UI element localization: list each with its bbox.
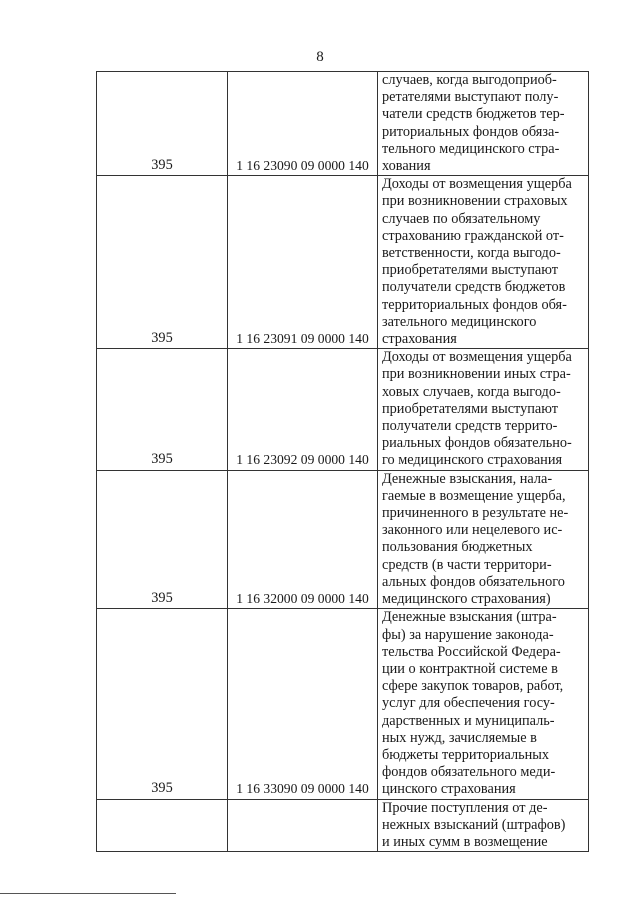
name-text-line: риториальных фондов обяза-: [382, 123, 560, 140]
revenue-code-cell: 1 16 32000 09 0000 140: [228, 470, 378, 609]
name-text-line: ции о контрактной системе в: [382, 660, 558, 677]
admin-code-cell: 395: [97, 72, 228, 176]
name-text-line: медицинского страхования): [382, 591, 551, 608]
name-text-line: Доходы от возмещения ущерба: [382, 176, 572, 193]
name-text-line: Денежные взыскания (штра-: [382, 609, 557, 626]
name-text-line: Денежные взыскания, нала-: [382, 470, 553, 487]
name-text-line: страхования: [382, 331, 457, 348]
name-text-line: ных нужд, зачисляемые в: [382, 729, 537, 746]
budget-classification-table: [96, 71, 589, 852]
name-text-line: тельного медицинского стра-: [382, 140, 560, 157]
name-text-line: риальных фондов обязательно-: [382, 435, 572, 452]
footer-rule: [0, 893, 176, 894]
page-number: 8: [316, 49, 324, 65]
revenue-code-cell: 1 16 23090 09 0000 140: [228, 72, 378, 176]
name-text-line: зательного медицинского: [382, 313, 537, 330]
admin-code-cell: [97, 799, 228, 852]
revenue-code-cell: [228, 799, 378, 852]
admin-code-cell: 395: [97, 176, 228, 349]
table-row: [97, 799, 589, 852]
name-text-line: фондов обязательного меди-: [382, 764, 556, 781]
name-text-line: средств (в части территори-: [382, 556, 552, 573]
revenue-code-cell: 1 16 23091 09 0000 140: [228, 176, 378, 349]
name-text-line: цинского страхования: [382, 781, 516, 798]
name-text-line: тельства Российской Федера-: [382, 643, 561, 660]
name-text-line: ветственности, когда выгодо-: [382, 245, 561, 262]
name-text-line: законного или нецелевого ис-: [382, 522, 563, 539]
name-text-line: дарственных и муниципаль-: [382, 712, 555, 729]
revenue-name-cell: [378, 609, 589, 799]
table-row: [97, 470, 589, 609]
name-text-line: Прочие поступления от де-: [382, 799, 548, 816]
name-text-line: получатели средств террито-: [382, 418, 558, 435]
revenue-code-cell: 1 16 33090 09 0000 140: [228, 609, 378, 799]
name-text-line: получатели средств бюджетов: [382, 279, 566, 296]
table-row: [97, 349, 589, 470]
name-text-line: при возникновении иных стра-: [382, 366, 571, 383]
table-body: [97, 72, 589, 852]
name-text-line: случаев по обязательному: [382, 210, 541, 227]
admin-code-cell: 395: [97, 349, 228, 470]
name-text-line: го медицинского страхования: [382, 452, 563, 469]
name-text-line: при возникновении страховых: [382, 193, 568, 210]
name-text-line: услуг для обеспечения госу-: [382, 695, 555, 712]
name-text-line: сфере закупок товаров, работ,: [382, 678, 564, 695]
table-row: [97, 609, 589, 799]
admin-code-cell: 395: [97, 609, 228, 799]
name-text-line: фы) за нарушение законода-: [382, 626, 554, 643]
table-row: [97, 176, 589, 349]
name-text-line: приобретателями выступают: [382, 262, 558, 279]
revenue-name-cell: [378, 72, 589, 176]
name-text-line: бюджеты территориальных: [382, 746, 550, 763]
name-text-line: ретателями выступают полу-: [382, 89, 559, 106]
name-text-line: и иных сумм в возмещение: [382, 833, 548, 850]
name-text-line: случаев, когда выгодоприоб-: [382, 72, 557, 88]
revenue-name-cell: [378, 349, 589, 470]
name-text-line: пользования бюджетных: [382, 539, 533, 556]
revenue-name-cell: [378, 176, 589, 349]
name-text-line: ховых случаев, когда выгодо-: [382, 383, 561, 400]
table-row: [97, 72, 589, 176]
name-text-line: страхованию гражданской от-: [382, 227, 564, 244]
name-text-line: хования: [382, 158, 431, 175]
revenue-code-cell: 1 16 23092 09 0000 140: [228, 349, 378, 470]
revenue-name-cell: [378, 470, 589, 609]
name-text-line: приобретателями выступают: [382, 400, 558, 417]
name-text-line: альных фондов обязательного: [382, 573, 565, 590]
name-text-line: территориальных фондов обя-: [382, 296, 567, 313]
name-text-line: нежных взысканий (штрафов): [382, 816, 566, 833]
revenue-name-cell: [378, 799, 589, 852]
name-text-line: чатели средств бюджетов тер-: [382, 106, 565, 123]
admin-code-cell: 395: [97, 470, 228, 609]
name-text-line: причиненного в результате не-: [382, 505, 569, 522]
name-text-line: Доходы от возмещения ущерба: [382, 349, 572, 366]
name-text-line: гаемые в возмещение ущерба,: [382, 487, 566, 504]
